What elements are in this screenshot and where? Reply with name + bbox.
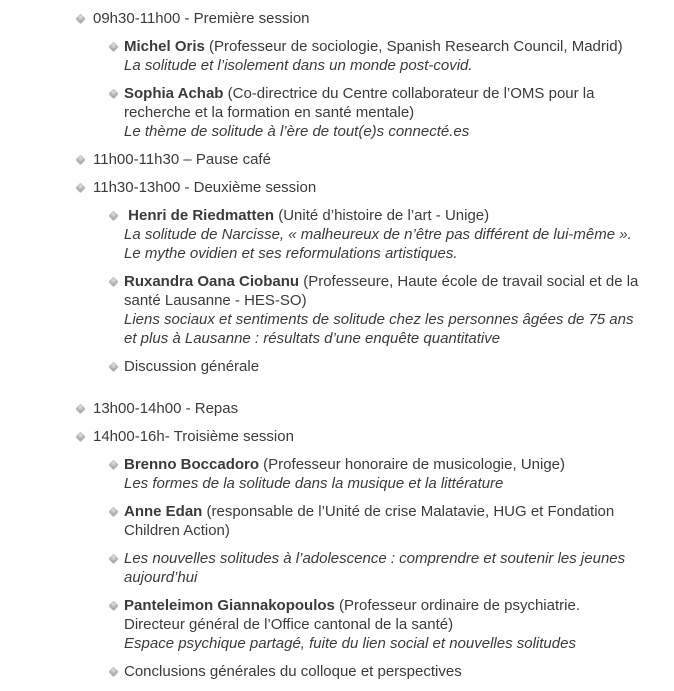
agenda-item xyxy=(0,399,674,418)
text-run: santé Lausanne - HES-SO) xyxy=(124,292,307,309)
speaker-name: Panteleimon Giannakopoulos xyxy=(124,597,335,614)
text-run: 11h30-13h00 - Deuxième session xyxy=(93,179,317,196)
bullet-icon xyxy=(109,667,119,677)
bullet-icon xyxy=(76,155,86,165)
speaker-name: Michel Oris xyxy=(124,38,205,55)
agenda-subitem xyxy=(0,84,674,141)
bullet-icon xyxy=(76,432,86,442)
bullet-icon xyxy=(109,507,119,517)
agenda-subitem xyxy=(0,206,674,263)
item-text xyxy=(93,178,674,197)
talk-title: Le mythe ovidien et ses reformulations artistiques. xyxy=(124,245,458,262)
bullet-icon xyxy=(109,89,119,99)
bullet-icon xyxy=(109,554,119,564)
text-run: (Professeur de sociologie, Spanish Research Council, Madrid) xyxy=(204,38,623,55)
talk-title: Les nouvelles solitudes à l’adolescence : comprendre et soutenir les jeunes xyxy=(124,550,626,567)
text-run: (responsable de l’Unité de crise Malatavie, HUG et Fondation xyxy=(202,503,615,520)
spacer xyxy=(0,385,674,399)
text-run: Conclusions générales du colloque et perspectives xyxy=(124,663,462,680)
agenda-item xyxy=(0,150,674,169)
item-text xyxy=(124,357,674,376)
text-run: (Professeure, Haute école de travail social et de la xyxy=(299,273,639,290)
bullet-icon xyxy=(109,460,119,470)
agenda-subitem xyxy=(0,662,674,681)
agenda-subitem xyxy=(0,549,674,587)
speaker-name: Anne Edan xyxy=(124,503,203,520)
agenda-item xyxy=(0,178,674,197)
text-run: (Professeur honoraire de musicologie, Unige) xyxy=(259,456,565,473)
item-text xyxy=(124,502,674,540)
agenda-subitem xyxy=(0,502,674,540)
item-text xyxy=(124,455,674,493)
bullet-icon xyxy=(109,277,119,287)
item-text xyxy=(93,399,674,418)
speaker-name: Henri de Riedmatten xyxy=(128,207,275,224)
item-text xyxy=(124,206,674,263)
bullet-icon xyxy=(109,601,119,611)
item-text xyxy=(93,9,674,28)
talk-title: et plus à Lausanne : résultats d’une enquête quantitative xyxy=(124,330,501,347)
item-text xyxy=(124,272,674,348)
text-run: 13h00-14h00 - Repas xyxy=(93,400,239,417)
talk-title: Les formes de la solitude dans la musique et la littérature xyxy=(124,475,504,492)
item-text xyxy=(124,84,674,141)
item-text xyxy=(124,549,674,587)
text-run: Directeur général de l’Office cantonal de la santé) xyxy=(124,616,454,633)
agenda-item xyxy=(0,9,674,28)
bullet-icon xyxy=(76,404,86,414)
text-run: 09h30-11h00 - Première session xyxy=(93,10,310,27)
text-run: (Professeur ordinaire de psychiatrie. xyxy=(334,597,580,614)
bullet-icon xyxy=(76,14,86,24)
speaker-name: Brenno Boccadoro xyxy=(124,456,260,473)
speaker-name: Sophia Achab xyxy=(124,85,224,102)
talk-title: aujourd’hui xyxy=(124,569,198,586)
talk-title: Liens sociaux et sentiments de solitude chez les personnes âgées de 75 ans xyxy=(124,311,634,328)
text-run: (Co-directrice du Centre collaborateur de l’OMS pour la xyxy=(223,85,595,102)
item-text xyxy=(124,662,674,681)
speaker-name: Ruxandra Oana Ciobanu xyxy=(124,273,300,290)
item-text xyxy=(93,427,674,446)
talk-title: Le thème de solitude à l’ère de tout(e)s connecté.es xyxy=(124,123,470,140)
agenda-item xyxy=(0,427,674,446)
item-text xyxy=(124,596,674,653)
bullet-icon xyxy=(76,183,86,193)
agenda-subitem xyxy=(0,357,674,376)
bullet-icon xyxy=(109,211,119,221)
talk-title: Espace psychique partagé, fuite du lien social et nouvelles solitudes xyxy=(124,635,576,652)
item-text xyxy=(124,37,674,75)
text-run: recherche et la formation en santé mentale) xyxy=(124,104,415,121)
agenda-subitem xyxy=(0,272,674,348)
bullet-icon xyxy=(109,362,119,372)
text-run: 14h00-16h- Troisième session xyxy=(93,428,294,445)
text-run: 11h00-11h30 – Pause café xyxy=(93,151,271,168)
talk-title: La solitude de Narcisse, « malheureux de n’être pas différent de lui-même ». xyxy=(124,226,632,243)
agenda-subitem xyxy=(0,37,674,75)
text-run: Discussion générale xyxy=(124,358,260,375)
text-run: (Unité d’histoire de l’art - Unige) xyxy=(274,207,490,224)
agenda-subitem xyxy=(0,455,674,493)
agenda-subitem xyxy=(0,596,674,653)
text-run: Children Action) xyxy=(124,522,230,539)
bullet-icon xyxy=(109,42,119,52)
talk-title: La solitude et l’isolement dans un monde post-covid. xyxy=(124,57,473,74)
item-text xyxy=(93,150,674,169)
